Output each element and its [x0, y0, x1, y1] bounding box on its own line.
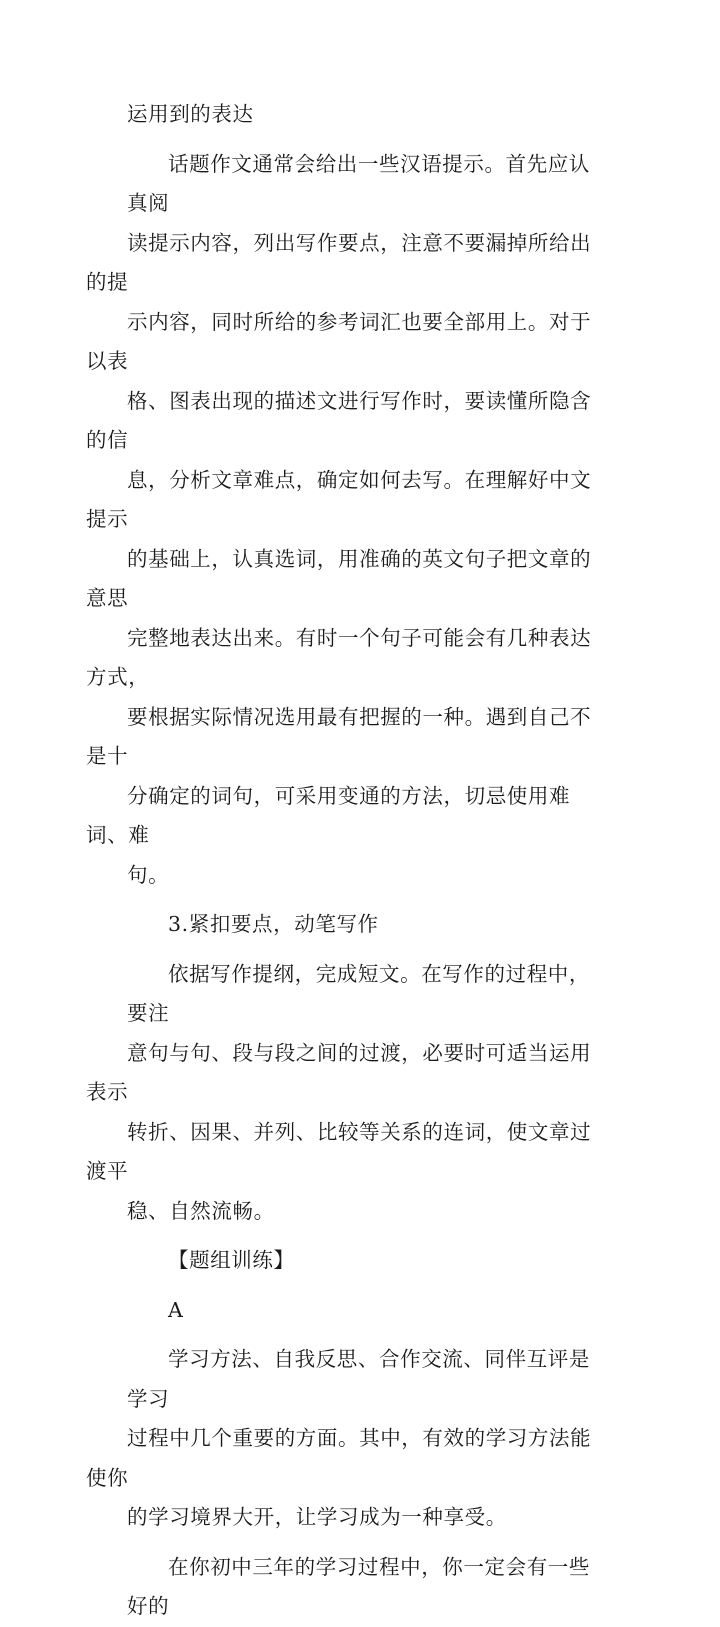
text-line: 要根据实际情况选用最有把握的一种。遇到自己不是十	[86, 704, 592, 768]
text-line: 依据写作提纲，完成短文。在写作的过程中，要注	[127, 961, 590, 1025]
text-line: 分确定的词句，可采用变通的方法，切忌使用难词、难	[86, 783, 571, 847]
text-line: 意句与句、段与段之间的过渡，必要时可适当运用表示	[86, 1040, 592, 1104]
text-line: 在你初中三年的学习过程中，你一定会有一些好的	[127, 1554, 590, 1618]
text-line: 格、图表出现的描述文进行写作时，要读懂所隐含的信	[86, 388, 592, 452]
text-line: 学习方法、自我反思、合作交流、同伴互评是学习	[127, 1347, 590, 1411]
text-line: 转折、因果、并列、比较等关系的连词，使文章过渡平	[86, 1119, 592, 1183]
paragraph-exercise-prompt	[127, 1548, 603, 1627]
text-line: 的基础上，认真选词，用准确的英文句子把文章的意思	[86, 546, 592, 610]
paragraph-writing-process	[86, 955, 603, 1232]
text-line: 句。	[127, 862, 170, 887]
exercise-label-a: A	[168, 1297, 184, 1322]
paragraph-continuation: 运用到的表达	[127, 102, 254, 126]
section-heading-step-3: 3.紧扣要点，动笔写作	[168, 912, 379, 936]
text-line: 话题作文通常会给出一些汉语提示。首先应认真阅	[127, 151, 590, 215]
text-line: 稳、自然流畅。	[127, 1198, 275, 1223]
text-line: 过程中几个重要的方面。其中，有效的学习方法能使你	[86, 1426, 592, 1490]
paragraph-exercise-intro	[86, 1340, 603, 1538]
text-line: 读提示内容，列出写作要点，注意不要漏掉所给出的提	[86, 230, 592, 294]
text-line: 息，分析文章难点，确定如何去写。在理解好中文提示	[86, 467, 592, 531]
text-line: 的学习境界大开，让学习成为一种享受。	[127, 1505, 507, 1529]
paragraph-topic-writing	[86, 145, 603, 896]
document-body	[86, 95, 603, 1627]
text-line: 示内容，同时所给的参考词汇也要全部用上。对于以表	[86, 309, 592, 373]
text-line: 完整地表达出来。有时一个句子可能会有几种表达方式，	[86, 625, 592, 689]
section-heading-exercises: 【题组训练】	[168, 1248, 295, 1272]
